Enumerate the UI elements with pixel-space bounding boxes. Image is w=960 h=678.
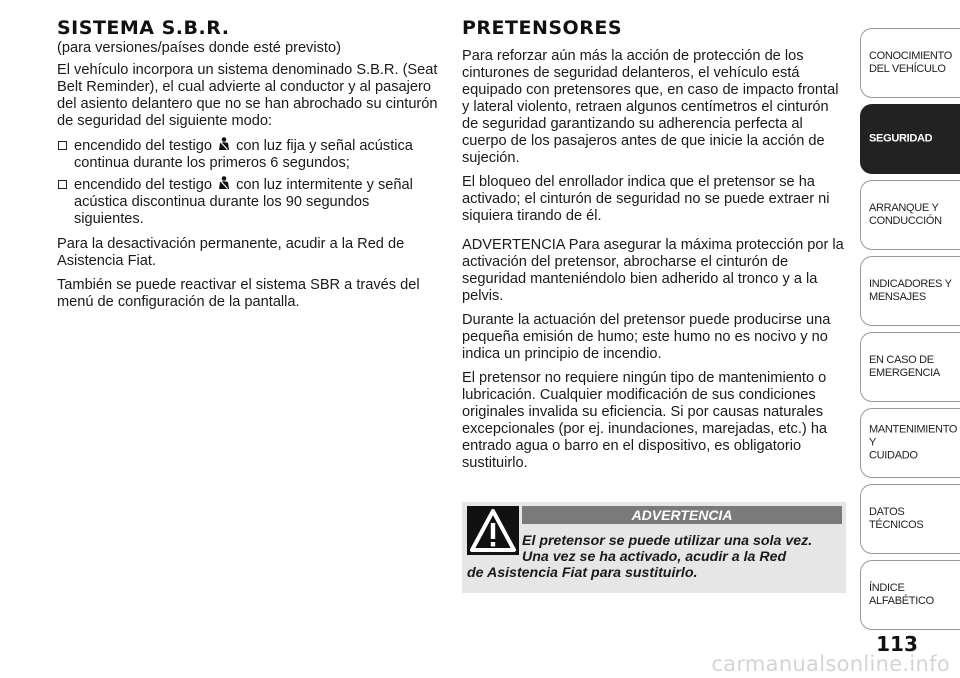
warning-box: [462, 502, 846, 593]
tab-mantenimiento[interactable]: MANTENIMIENTO Y CUIDADO: [860, 408, 960, 478]
reactivation-paragraph: También se puede reactivar el sistema SBR a través del menú de configuración de la pantalla.: [57, 277, 420, 310]
chapter-tabs: [860, 28, 960, 636]
pretensioner-section: [462, 16, 847, 479]
body-paragraph: Durante la actuación del pretensor puede producirse una pequeña emisión de humo; este humo no es nocivo y no indica un principio de incendio.: [462, 312, 831, 362]
body-paragraph: El bloqueo del enrollador indica que el pretensor se ha activado; el cinturón de seguridad no se puede extraer ni siquiera tirando de él.: [462, 174, 830, 224]
sbr-section: [57, 16, 442, 318]
advertencia-paragraph: ADVERTENCIA Para asegurar la máxima protección por la activación del pretensor, abrocharse el cinturón de seguridad manteniéndolo bien adherido al tronco y a la pelvis.: [462, 237, 844, 304]
body-paragraph: El pretensor no requiere ningún tipo de mantenimiento o lubricación. Cualquier modificación de sus condiciones originales invalida su eficiencia. Si por causas naturales excepcionales (por ej. inundaciones, marejadas, etc.) ha entrado agua o barro en el dispositivo, es obligatorio sustituirlo.: [462, 370, 828, 471]
intro-paragraph: El vehículo incorpora un sistema denominado S.B.R. (Seat Belt Reminder), el cual advierte al conductor y al pasajero del asiento delantero que no se han abrochado su cinturón de seguridad del siguiente modo:: [57, 62, 438, 129]
tab-indice[interactable]: ÍNDICE ALFABÉTICO: [860, 560, 960, 630]
bullet-square-icon: [58, 180, 67, 189]
tab-conocimiento[interactable]: CONOCIMIENTO DEL VEHÍCULO: [860, 28, 960, 98]
warning-text: El pretensor se puede utilizar una sola vez. Una vez se ha activado, acudir a la Red de Asistencia Fiat para sustituirlo.: [467, 533, 813, 581]
warning-title: ADVERTENCIA: [522, 506, 842, 524]
tab-seguridad[interactable]: SEGURIDAD: [860, 104, 960, 174]
section-title: PRETENSORES: [462, 17, 623, 39]
seatbelt-warning-icon: [218, 176, 230, 191]
section-title: SISTEMA S.B.R.: [57, 17, 230, 39]
list-item: encendido del testigo con luz fija y señal acústica continua durante los primeros 6 segundos;: [57, 137, 442, 172]
tab-indicadores[interactable]: INDICADORES Y MENSAJES: [860, 256, 960, 326]
tab-datos-tecnicos[interactable]: DATOS TÉCNICOS: [860, 484, 960, 554]
seatbelt-warning-icon: [218, 137, 230, 152]
section-subtitle: (para versiones/países donde esté previsto): [57, 40, 341, 56]
tab-arranque[interactable]: ARRANQUE Y CONDUCCIÓN: [860, 180, 960, 250]
bullet-square-icon: [58, 141, 67, 150]
page-number: 113: [876, 632, 918, 656]
body-paragraph: Para reforzar aún más la acción de protección de los cinturones de seguridad delanteros, el vehículo está equipado con pretensores que, en caso de impacto frontal y lateral violento, retraen algunos centímetros el cinturón de seguridad garantizando su adherencia perfecta al cuerpo de los pasajeros antes de que inicie la acción de sujeción.: [462, 48, 839, 166]
deactivation-paragraph: Para la desactivación permanente, acudir a la Red de Asistencia Fiat.: [57, 236, 405, 269]
bullet-list: [57, 137, 442, 228]
tab-emergencia[interactable]: EN CASO DE EMERGENCIA: [860, 332, 960, 402]
watermark: carmanualsonline.info: [711, 652, 950, 676]
list-item: encendido del testigo con luz intermitente y señal acústica discontinua durante los 90 segundos siguientes.: [57, 176, 442, 228]
